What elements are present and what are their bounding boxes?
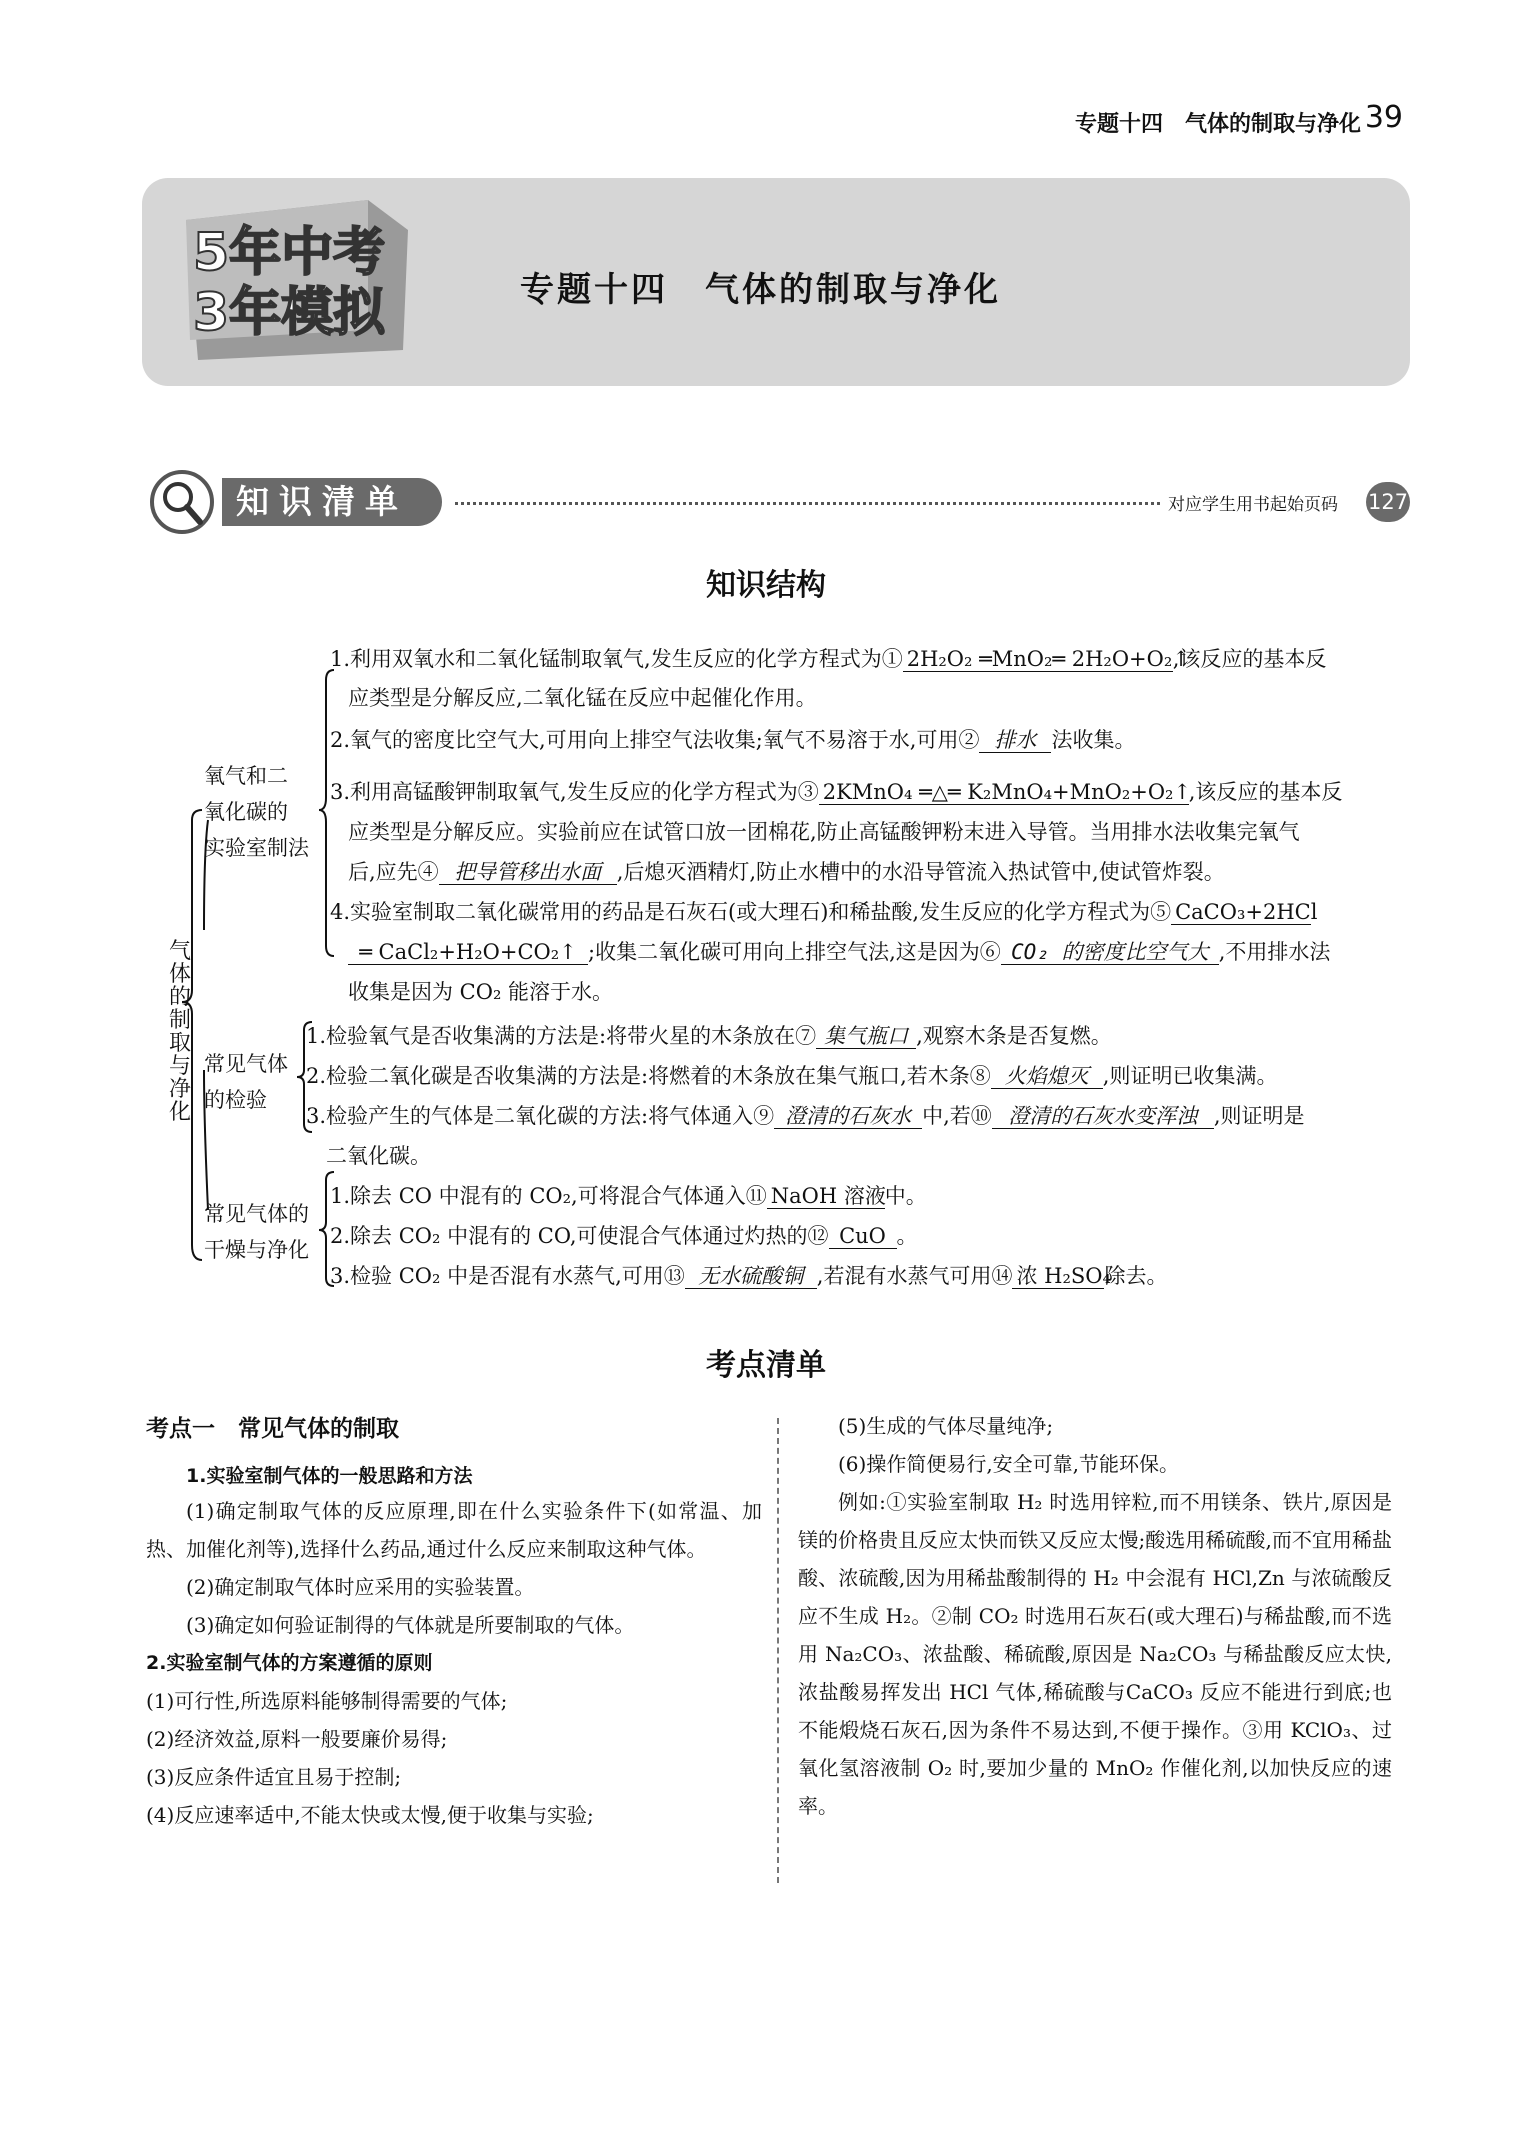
item-3-line-3: 后,应先④ 把导管移出水面 ,后熄灭酒精灯,防止水槽中的水沿导管流入热试管中,使试管炸裂。	[348, 860, 1225, 884]
category-gas-testing: 常见气体 的检验	[204, 1052, 288, 1112]
structure-braces	[180, 650, 340, 1290]
category-lab-preparation: 氧气和二 氧化碳的 实验室制法	[204, 764, 309, 860]
answer-10: 澄清的石灰水变浑浊	[992, 1104, 1214, 1129]
dotted-divider	[455, 502, 1160, 505]
rule-2: (2)经济效益,原料一般要廉价易得;	[146, 1727, 448, 1751]
category-drying-purification: 常见气体的 干燥与净化	[204, 1202, 309, 1262]
section-label: 知识清单	[222, 478, 442, 526]
item-3-line-2: 应类型是分解反应。实验前应在试管口放一团棉花,防止高锰酸钾粉末进入导管。当用排水法收集完氧气	[348, 820, 1300, 844]
answer-5a: CaCO₃+2HCl	[1171, 900, 1311, 925]
rule-3: (3)反应条件适宜且易于控制;	[146, 1765, 402, 1789]
answer-4: 把导管移出水面	[439, 860, 617, 885]
series-logo	[168, 190, 438, 370]
paragraph-1: (1)确定制取气体的反应原理,即在什么实验条件下(如常温、加热、加催化剂等),选择什么药品,通过什么反应来制取这种气体。	[146, 1499, 762, 1561]
answer-11: NaOH 溶液	[767, 1184, 885, 1209]
check-1: 1.检验氧气是否收集满的方法是:将带火星的木条放在⑦ 集气瓶口 ,观察木条是否复燃。	[306, 1024, 1112, 1048]
exam-points-heading: 考点清单	[706, 1348, 826, 1383]
answer-13: 无水硫酸铜	[685, 1264, 817, 1289]
check-2: 2.检验二氧化碳是否收集满的方法是:将燃着的木条放在集气瓶口,若木条⑧ 火焰熄灭 ,则证明已收集满。	[306, 1064, 1278, 1088]
left-column	[146, 1410, 762, 1834]
answer-2: 排水	[979, 728, 1051, 753]
example-paragraph: 例如:①实验室制取 H₂ 时选用锌粒,而不用镁条、铁片,原因是镁的价格贵且反应太快而铁又反应太慢;酸选用稀硫酸,而不宜用稀盐酸、浓硫酸,因为用稀盐酸制得的 H₂ 中会混有 HCl,Zn 与浓硫酸反应不生成 H₂。②制 CO₂ 时选用石灰石(或大理石)与稀盐酸,而不选用 Na₂CO₃、浓盐酸、稀硫酸,原因是 Na₂CO₃ 与稀盐酸反应太快,浓盐酸易挥发出 HCl 气体,稀硫酸与CaCO₃ 反应不能进行到底;也不能煅烧石灰石,因为条件不易达到,不便于操作。③用 KClO₃、过氧化氢溶液制 O₂ 时,要加少量的 MnO₂ 作催化剂,以加快反应的速率。	[798, 1490, 1392, 1818]
point-1-title: 考点一 常见气体的制取	[146, 1416, 399, 1442]
item-4-line-2: ═ CaCl₂+H₂O+CO₂↑ ;收集二氧化碳可用向上排空气法,这是因为⑥ CO₂ 的密度比空气大 ,不用排水法	[348, 938, 1330, 966]
column-divider	[777, 1418, 779, 1883]
rule-1: (1)可行性,所选原料能够制得需要的气体;	[146, 1689, 508, 1713]
answer-8: 火焰熄灭	[991, 1064, 1103, 1089]
structure-root: 气体的制取与净化	[168, 939, 191, 1125]
subheading-1: 1.实验室制气体的一般思路和方法	[186, 1465, 473, 1487]
page-number: 39	[1364, 100, 1403, 135]
answer-5b: ═ CaCl₂+H₂O+CO₂↑	[348, 940, 588, 965]
item-4-line-3: 收集是因为 CO₂ 能溶于水。	[348, 980, 614, 1004]
rule-5: (5)生成的气体尽量纯净;	[838, 1414, 1054, 1438]
purify-2: 2.除去 CO₂ 中混有的 CO,可使混合气体通过灼热的⑫ CuO 。	[330, 1224, 918, 1248]
check-3-line-1: 3.检验产生的气体是二氧化碳的方法:将气体通入⑨ 澄清的石灰水 中,若⑩ 澄清的石灰水变浑浊 ,则证明是	[306, 1104, 1305, 1128]
svg-text:5年中考: 5年中考	[193, 223, 386, 283]
answer-7: 集气瓶口	[816, 1024, 916, 1049]
answer-6: CO₂ 的密度比空气大	[1001, 940, 1219, 965]
purify-3: 3.检验 CO₂ 中是否混有水蒸气,可用⑬ 无水硫酸铜 ,若混有水蒸气可用⑭ 浓 H₂SO₄除去。	[330, 1264, 1168, 1288]
banner-title: 专题十四 气体的制取与净化	[520, 270, 1001, 310]
purify-1: 1.除去 CO 中混有的 CO₂,可将混合气体通入⑪ NaOH 溶液中。	[330, 1184, 927, 1208]
item-1-line-1: 1.利用双氧水和二氧化锰制取氧气,发生反应的化学方程式为① 2H₂O₂ ═MnO₂═ 2H₂O+O₂↑,该反应的基本反	[330, 647, 1327, 671]
right-column	[798, 1407, 1392, 1825]
paragraph-2: (2)确定制取气体时应采用的实验装置。	[186, 1575, 535, 1599]
answer-9: 澄清的石灰水	[774, 1104, 922, 1129]
start-page-label: 对应学生用书起始页码	[1168, 495, 1338, 515]
item-1-line-2: 应类型是分解反应,二氧化锰在反应中起催化作用。	[348, 686, 817, 710]
rule-4: (4)反应速率适中,不能太快或太慢,便于收集与实验;	[146, 1803, 594, 1827]
running-title: 专题十四 气体的制取与净化	[1074, 112, 1361, 137]
answer-1: 2H₂O₂ ═MnO₂═ 2H₂O+O₂↑	[903, 647, 1173, 672]
start-page-number: 127	[1366, 482, 1410, 522]
paragraph-3: (3)确定如何验证制得的气体就是所要制取的气体。	[186, 1613, 635, 1637]
answer-12: CuO	[829, 1224, 897, 1249]
item-4-line-1: 4.实验室制取二氧化碳常用的药品是石灰石(或大理石)和稀盐酸,发生反应的化学方程式为⑤ CaCO₃+2HCl	[330, 900, 1318, 924]
rule-6: (6)操作简便易行,安全可靠,节能环保。	[838, 1452, 1180, 1476]
subheading-2: 2.实验室制气体的方案遵循的原则	[146, 1652, 433, 1674]
check-3-line-2: 二氧化碳。	[326, 1144, 431, 1168]
item-3-line-1: 3.利用高锰酸钾制取氧气,发生反应的化学方程式为③ 2KMnO₄ ═△═ K₂MnO₄+MnO₂+O₂↑,该反应的基本反	[330, 780, 1343, 804]
answer-3: 2KMnO₄ ═△═ K₂MnO₄+MnO₂+O₂↑	[819, 780, 1189, 805]
svg-text:3年模拟: 3年模拟	[193, 283, 386, 343]
item-2: 2.氧气的密度比空气大,可用向上排空气法收集;氧气不易溶于水,可用② 排水 法收集。	[330, 728, 1136, 752]
answer-14: 浓 H₂SO₄	[1012, 1264, 1104, 1289]
knowledge-structure-heading: 知识结构	[706, 568, 826, 603]
